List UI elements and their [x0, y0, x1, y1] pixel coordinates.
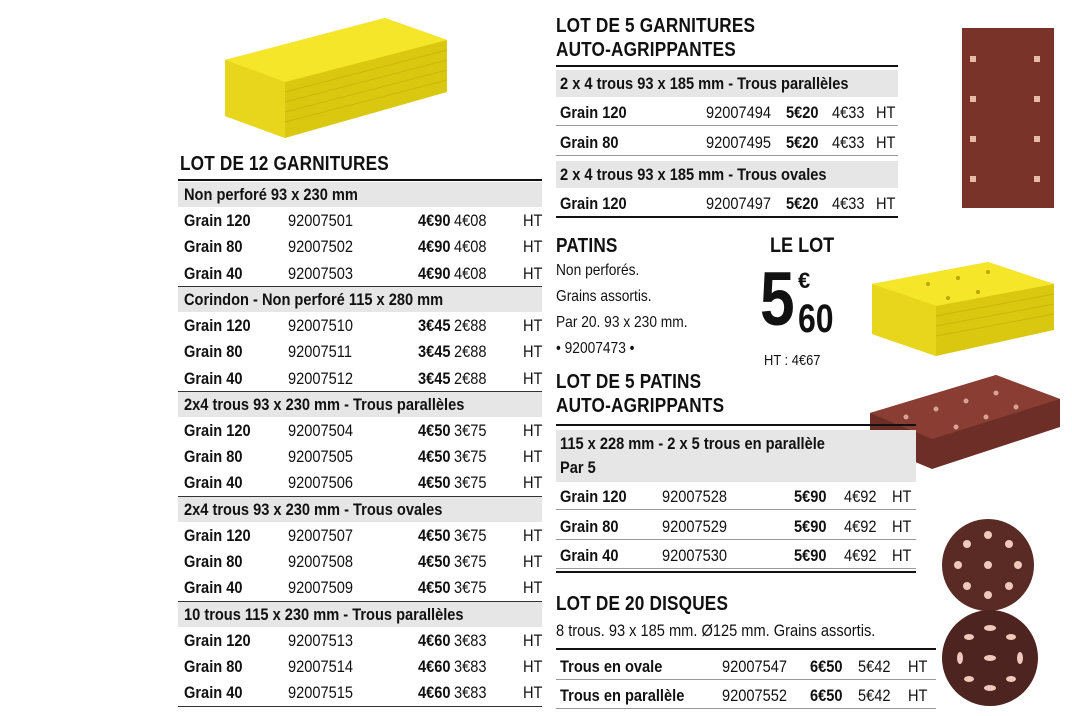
price-ht: 4€08	[454, 237, 487, 257]
grain-label: Grain 120	[184, 630, 251, 650]
grain-label: Grain 120	[184, 420, 251, 440]
ht-label: HT	[523, 420, 543, 440]
price: 4€60	[418, 683, 451, 703]
reference-number: 92007512	[288, 368, 354, 388]
price: 4€50	[418, 447, 451, 467]
lot5g-title-line2: AUTO-AGRIPPANTES	[556, 39, 736, 61]
reference-number: 92007514	[288, 656, 354, 676]
ht-label: HT	[523, 237, 543, 257]
row-divider	[556, 509, 916, 510]
reference-number: 92007513	[288, 630, 354, 650]
grain-label: Grain 80	[560, 133, 619, 152]
price: 5€90	[794, 516, 827, 536]
price-ht: 4€92	[844, 516, 877, 536]
ht-label: HT	[908, 686, 928, 705]
grain-label: Grain 120	[560, 103, 627, 122]
grain-label: Grain 80	[184, 447, 243, 467]
price-ht: 3€75	[454, 420, 487, 440]
yellow-sandpaper-stack-image	[215, 10, 455, 140]
ht-label: HT	[523, 447, 543, 467]
sanding-disc-bottom-image	[940, 608, 1040, 708]
price-ht: 5€42	[858, 686, 891, 705]
row-divider	[556, 708, 936, 709]
grain-label: Grain 120	[560, 487, 627, 506]
lot12.groups.0.rows-row	[178, 234, 542, 260]
grain-label: Grain 40	[184, 578, 243, 598]
row-divider	[556, 679, 936, 680]
ht-label: HT	[908, 657, 928, 676]
patins-line-3: Par 20. 93 x 230 mm.	[556, 314, 688, 331]
grain-label: Grain 40	[560, 546, 619, 565]
lot5p-bottom-rule	[556, 571, 916, 573]
lot12.groups.3.rows-row	[178, 575, 542, 601]
lot5g.rows2-row	[556, 191, 898, 217]
patins-line-1: Non perforés.	[556, 262, 640, 279]
price: 3€45	[418, 342, 451, 362]
reference-number: 92007552	[722, 686, 788, 705]
reference-number: 92007530	[662, 546, 728, 565]
patins-line-4: • 92007473 •	[556, 340, 635, 357]
reference-number: 92007510	[288, 315, 354, 335]
price: 5€20	[786, 103, 819, 122]
lot5g-bottom-rule	[556, 216, 898, 218]
reference-number: 92007501	[288, 211, 354, 230]
price: 3€45	[418, 368, 451, 388]
grain-label: Grain 120	[184, 315, 251, 335]
price-ht: 3€75	[454, 552, 487, 571]
price-ht: 3€75	[454, 447, 487, 467]
ht-label: HT	[892, 487, 912, 506]
price: 5€90	[794, 546, 827, 565]
price: 4€90	[418, 211, 451, 230]
grain-label: Grain 40	[184, 263, 243, 283]
price-ht: 3€83	[454, 656, 487, 676]
reference-number: 92007494	[706, 103, 772, 122]
lot12.groups.4.rows-row	[178, 628, 542, 654]
reference-number: 92007507	[288, 525, 354, 545]
lot5p.rows-row	[556, 514, 916, 540]
lot12.groups.2.rows-row	[178, 444, 542, 470]
lot12.groups.2.rows-row	[178, 418, 542, 444]
lot5p-title-line2: AUTO-AGRIPPANTS	[556, 395, 725, 417]
lot5g.rows1-row	[556, 100, 898, 126]
ht-label: HT	[523, 656, 543, 676]
grain-label: Grain 120	[184, 525, 251, 545]
lot12.groups.1.rows-row	[178, 313, 542, 339]
lot5g-title-rule	[556, 65, 898, 67]
lot20-top-rule	[556, 648, 936, 650]
patins-price-ht: HT : 4€67	[764, 352, 821, 369]
price-ht: 3€75	[454, 473, 487, 493]
price-ht: 5€42	[858, 657, 891, 676]
lot12.groups.2.rows-row	[178, 470, 542, 496]
reference-number: 92007502	[288, 237, 354, 257]
lot12-section-header: 10 trous 115 x 230 mm - Trous parallèles	[178, 602, 542, 627]
lot12.groups.3.rows-row	[178, 549, 542, 575]
reference-number: 92007547	[722, 657, 788, 676]
lot12.groups.4.rows-row	[178, 654, 542, 680]
price-ht: 3€75	[454, 578, 487, 598]
reference-number: 92007515	[288, 683, 354, 703]
lot12.groups.1.rows-row	[178, 339, 542, 365]
lot5p.rows-row	[556, 543, 916, 569]
price: 5€90	[794, 487, 827, 506]
lot12-section-header: 2x4 trous 93 x 230 mm - Trous ovales	[178, 497, 542, 522]
price: 4€50	[418, 578, 451, 598]
reference-number: 92007497	[706, 194, 772, 213]
patins-le-lot-label: LE LOT	[770, 234, 835, 257]
lot12.groups.3.rows-row	[178, 523, 542, 549]
ht-label: HT	[523, 342, 543, 362]
reference-number: 92007508	[288, 552, 354, 571]
lot5p-title-line1: LOT DE 5 PATINS	[556, 371, 702, 393]
ht-label: HT	[523, 473, 543, 493]
ht-label: HT	[523, 525, 543, 545]
ht-label: HT	[523, 683, 543, 703]
row-divider	[556, 568, 916, 569]
price: 4€60	[418, 656, 451, 676]
grain-label: Grain 80	[560, 516, 619, 536]
lot12.groups.1.rows-row	[178, 366, 542, 392]
lot12-title: LOT DE 12 GARNITURES	[180, 153, 389, 175]
lot5p-section-header: 115 x 228 mm - 2 x 5 trous en parallèle Par 5	[556, 430, 916, 482]
grain-label: Grain 120	[184, 211, 251, 230]
ht-label: HT	[523, 368, 543, 388]
lot5g-title-line1: LOT DE 5 GARNITURES	[556, 15, 756, 37]
reference-number: 92007509	[288, 578, 354, 598]
price: 3€45	[418, 315, 451, 335]
group-divider	[178, 706, 542, 707]
price: 6€50	[810, 657, 843, 676]
reference-number: 92007529	[662, 516, 728, 536]
reference-number: 92007528	[662, 487, 728, 506]
price: 4€50	[418, 552, 451, 571]
patins-price-integer: 5	[760, 257, 795, 342]
lot12.groups.0.rows-row	[178, 261, 542, 287]
grain-label: Grain 80	[184, 342, 243, 362]
price-ht: 4€33	[832, 103, 865, 122]
row-divider	[556, 539, 916, 540]
price-ht: 4€92	[844, 546, 877, 565]
lot12.groups.0.rows-row	[178, 208, 542, 234]
sanding-disc-top-image	[940, 517, 1036, 613]
reference-number: 92007505	[288, 447, 354, 467]
price-ht: 3€75	[454, 525, 487, 545]
ht-label: HT	[892, 546, 912, 565]
row-divider	[556, 155, 898, 156]
lot12.groups.4.rows-row	[178, 680, 542, 706]
lot5g-section-header-1: 2 x 4 trous 93 x 185 mm - Trous parallèles	[556, 70, 898, 97]
lot12-section-header: Non perforé 93 x 230 mm	[178, 182, 542, 207]
lot5p-title-rule	[556, 424, 916, 426]
price: 4€50	[418, 420, 451, 440]
price-ht: 3€83	[454, 683, 487, 703]
patins-title: PATINS	[556, 235, 618, 257]
ht-label: HT	[876, 194, 896, 213]
lot12-section-header: Corindon - Non perforé 115 x 280 mm	[178, 287, 542, 312]
grain-label: Trous en ovale	[560, 657, 663, 676]
price: 5€20	[786, 194, 819, 213]
lot12-title-rule	[178, 179, 542, 181]
ht-label: HT	[876, 103, 896, 122]
row-divider	[556, 125, 898, 126]
lot12-section-header: 2x4 trous 93 x 230 mm - Trous parallèles	[178, 392, 542, 417]
grain-label: Grain 80	[184, 656, 243, 676]
price-ht: 4€33	[832, 133, 865, 152]
price: 6€50	[810, 686, 843, 705]
grain-label: Grain 40	[184, 473, 243, 493]
lot5g.rows1-row	[556, 130, 898, 156]
price-ht: 3€83	[454, 630, 487, 650]
reference-number: 92007506	[288, 473, 354, 493]
grain-label: Grain 40	[184, 368, 243, 388]
price-ht: 2€88	[454, 342, 487, 362]
lot5p.rows-row	[556, 484, 916, 510]
lot20.rows-row	[556, 683, 936, 709]
lot20.rows-row	[556, 654, 936, 680]
grain-label: Grain 40	[184, 683, 243, 703]
price: 4€50	[418, 473, 451, 493]
price: 5€20	[786, 133, 819, 152]
reference-number: 92007503	[288, 263, 354, 283]
grain-label: Grain 120	[560, 194, 627, 213]
ht-label: HT	[523, 630, 543, 650]
reference-number: 92007511	[288, 342, 352, 362]
price: 4€90	[418, 237, 451, 257]
reference-number: 92007504	[288, 420, 354, 440]
price-ht: 4€08	[454, 263, 487, 283]
price: 4€60	[418, 630, 451, 650]
grain-label: Grain 80	[184, 237, 243, 257]
ht-label: HT	[523, 578, 543, 598]
price-ht: 4€92	[844, 487, 877, 506]
brown-hook-loop-sheet-image	[962, 28, 1054, 208]
ht-label: HT	[523, 263, 543, 283]
price: 4€50	[418, 525, 451, 545]
ht-label: HT	[892, 516, 912, 536]
yellow-patins-stack-image	[868, 240, 1058, 360]
grain-label: Trous en parallèle	[560, 686, 685, 705]
lot20-description: 8 trous. 93 x 185 mm. Ø125 mm. Grains assortis.	[556, 621, 876, 640]
patins-line-2: Grains assortis.	[556, 288, 652, 305]
ht-label: HT	[523, 315, 543, 335]
price-ht: 4€33	[832, 194, 865, 213]
ht-label: HT	[523, 211, 543, 230]
price: 4€90	[418, 263, 451, 283]
reference-number: 92007495	[706, 133, 772, 152]
patins-price-decimal: 60	[798, 297, 834, 341]
grain-label: Grain 80	[184, 552, 243, 571]
ht-label: HT	[523, 552, 543, 571]
patins-price-currency: €	[798, 268, 811, 293]
price-ht: 2€88	[454, 368, 487, 388]
lot20-title: LOT DE 20 DISQUES	[556, 593, 729, 615]
ht-label: HT	[876, 133, 896, 152]
price-ht: 2€88	[454, 315, 487, 335]
price-ht: 4€08	[454, 211, 487, 230]
lot5g-section-header-2: 2 x 4 trous 93 x 185 mm - Trous ovales	[556, 161, 898, 188]
